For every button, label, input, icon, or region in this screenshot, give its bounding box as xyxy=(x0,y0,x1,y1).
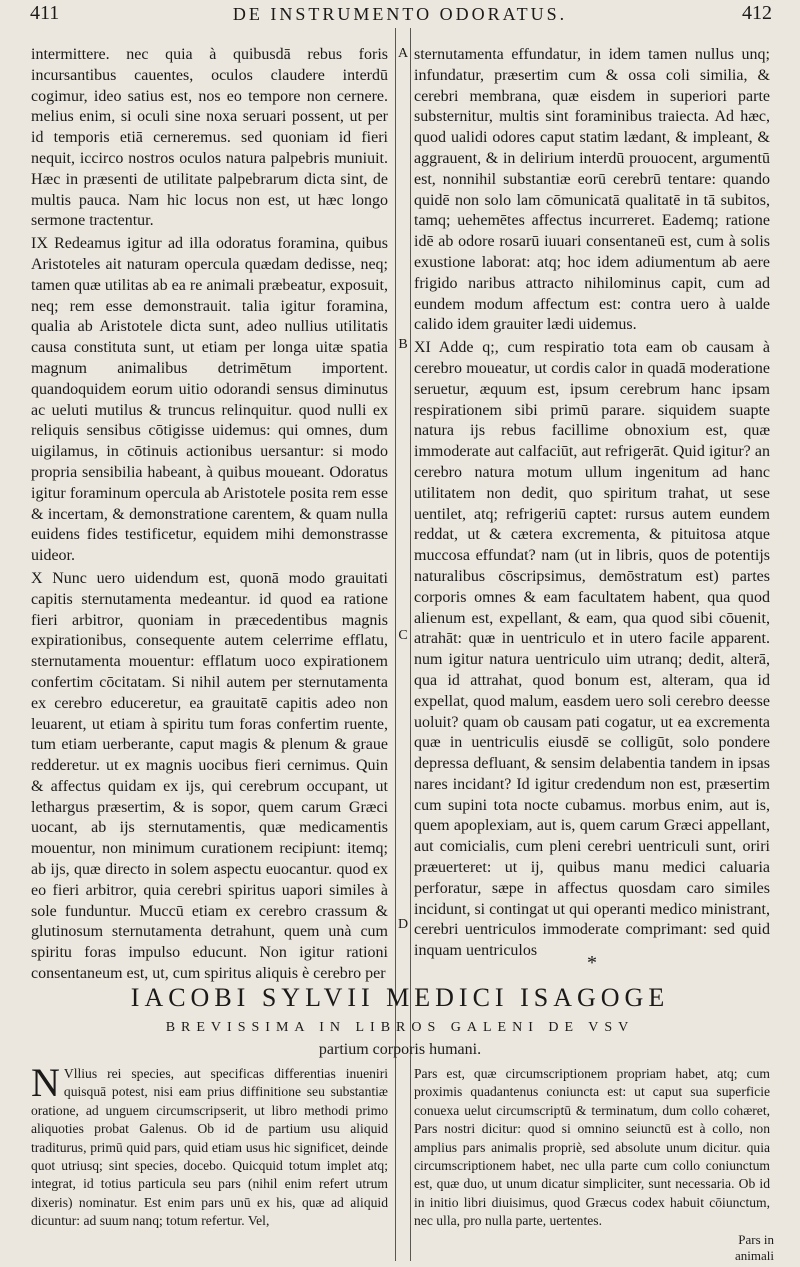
page-header xyxy=(0,2,800,28)
folio-left: 411 xyxy=(30,2,60,24)
folio-right: 412 xyxy=(742,2,772,24)
isagoge-column-left xyxy=(31,1060,388,1257)
text-column-right xyxy=(414,45,770,960)
paragraph-right-xi: XI Adde q;, cum respiratio tota eam ob causam à cerebro moueatur, ut cordis calor in quadā moderatione seruetur, æquum est, ipsum cerebrum hanc ipsam respirationem sibi primū parare. siquidem suapte natura ijs rebus facillime obnoxium est, quæ immoderate aut calfaciūt, aut refrigerāt. Quid igitur? an cerebro natura motum ullum ingenitum ad hanc utilitatem non dedit, quo spiritum trahat, ut sese uentilet, atq; refrigeriū captet: rursus autem eundem reddat, ut & cætera excrementa, & pituitosa atque muccosa effundat? nam (ut in libris, quos de potentijs naturalibus cōscripsimus, demōstratum est) partes corporis omnes & eam facultatem habent, qua quod alienum est, expellant, & eam, qua quod sibi cōuenit, atrahāt: quæ in uentriculo et in utero facile apparent. num igitur natura uentriculo uim utranq; dedit, alterā, qua id attrahat, quod bonum est, alteram, qua id expellat, quod malum, easdem uero soli cerebro deesse uoluit? quam ob causam pati cogatur, ut ea excrementa quæ in uentriculis eiusdē se colligūt, solo pondere depressa defluant, & sensim delabentia tandem in ipsas nares incidant? Id igitur credendum non est, præsertim cum supini tota nocte cubamus. morbus enim, aut is, quem apoplexiam, aut is, quem carum Græci appellant, aut comicialis, cum pleni cerebri uentriculi sunt, oriri præuerteret: ut ij, quibus manu medici caluaria perforatur, sæpe in affectus quosdam caro similes incidunt, si contingat ut qui operanti medico ministrant, cerebri uentriculos immoderate comprimant: sed quid inquam uentriculos xyxy=(414,339,770,960)
column-rule-right xyxy=(410,28,411,1261)
drop-cap: N xyxy=(31,1060,60,1105)
paragraph-left-1: intermittere. nec quia à quibusdā rebus foris incursantibus cauentes, oculos claudere interdū cogimur, ideo satius est, nos eo tempore non cernere. melius enim, si oculi sine noxa seruari possent, ut per id temporis etiā cerneremus. sed quoniam id fieri nequit, iccirco nostros oculos natura palpebris muniuit. Hæc in præsenti de utilitate palpebrarum dicta sint, de multis pauca. Nam hic locus non est, ut hæc longo sermone tractentur. xyxy=(31,46,388,230)
isagoge-column-right xyxy=(414,1065,770,1257)
paragraph-left-x: X Nunc uero uidendum est, quonā modo grauitati capitis sternutamenta medeantur. id quod ea ratione fieri arbitror, quoniam in præcedentibus magnis expirationibus, consequente autem celerrime efflatu, sternutamenta mouentur: efflatum uoco expirationem confertim cōcitatam. Si nihil autem per sternutamenta ex cerebro educeretur, ea grauitatē capitis adeo non leuarent, ut etiam à spiritu tum foras confertim ruente, tum etiam uerberante, caput magis & plenum & graue redderetur. ut ex magnis uocibus fieri cernimus. Quin & affectus quidam ex ijs, qui cerebrum occupant, ut lethargus præsertim, & is sopor, quem carum Græci uocant, ab ijs sternutamentis, quæ medicamentis mouentur, non minimum curationem recipiunt: itemq; ab ijs, quæ directo in solem aspectu euocantur. quod ex eo fieri arbitror, quia cerebri spiritus uapori similes à sole funduntur. Muccū etiam ex cerebro crassum & glutinosum sternutamenta detrahunt, quem unà cum spiritu foras impulso educunt. Non igitur rationi consentaneum est, ut, cum spiritus aliquis è cerebro per xyxy=(31,569,388,983)
margin-letter-d: D xyxy=(397,917,409,932)
paragraph-left-ix: IX Redeamus igitur ad illa odoratus foramina, quibus Aristoteles ait naturam opercula quædam dedisse, neq; tamen quæ utilitas ab ea re animali præbeatur, exposuit, neq; rem esse demonstrauit. talia igitur foramina, qualia ab Aristotele dicta sunt, adeo nullius utilitatis causa constituta sunt, ut etiam per longa uitæ spatia magnum animalibus detrimētum importent. quandoquidem eorum uitio odorandi sensus diminutus ac ueluti mutilus & truncus relinquitur. quod nulli ex reliquis sensibus cōtigisse uidemus: qui omnes, dum uigilamus, in cōtinuis actionibus uersantur: si modo propria sensibilia habeant, à quibus moueant. Odoratus igitur foraminum opercula ab Aristotele posita rem esse & incertam, & demonstratione carentem, & quam nulla euidens fides testificetur, equidem mihi demonstrasse uideor. xyxy=(31,235,388,565)
margin-letter-a: A xyxy=(397,46,409,61)
catchword: Pars in animali xyxy=(735,1232,774,1263)
paragraph-right-1: sternutamenta effundatur, in idem tamen nullus unq; infundatur, præsertim cum & ossa coli similia, & cerebri membrana, quæ eisdem in superiori parte substernitur, multis sint foraminibus traiecta. Ad hæc, quod ualidi odores caput statim lædant, & impleant, & aggrauent, & in delirium interdū prouocent, argumentū est, nonnihil substantiæ eorū cerebrū tentare: quando quidē non solo lam cōmunicatā qualitatē in tā subitos, tamq; uehemētes affectus incurreret. Eademq; ratione idē ab odore rosarū iuuari consentaneū est, cum à solis exustione laborat: atq; hoc idem adiumentum ab aere frigido naribus attracto nihilominus capit, cum ad eundem modum affectum est: contra uero à ualde calido idem grauiter lædi uidemus. xyxy=(414,46,770,334)
section-subtitle: BREVISSIMA IN LIBROS GALENI DE VSV xyxy=(165,1020,635,1035)
isagoge-text-right: Pars est, quæ circumscriptionem propriam habet, atq; cum proximis quadantenus coniuncta est: ut caput sua superficie conuexa uelut circumscriptū & terminatum, dum collo cohæret, Pars nostri dicitur: quod si omnino seiunctū est à collo, non amplius pars animalis propriè, sed absolute unum dicitur. quia circumscriptionem habet, nec ulla parte cum collo coniunctum est, quæ duo, ut unum dicatur simpliciter, sunt necessaria. Ob id in initio libri diuisimus, quod Græcus codex habuit cōiunctum, nec ulla, pro nulla parte, uertentes. xyxy=(414,1066,770,1229)
margin-letter-b: B xyxy=(398,337,408,352)
section-ornament: * xyxy=(587,952,597,974)
isagoge-text-left: Vllius rei species, aut specificas differentias inueniri quisquā potest, nisi eam prius diffinitione seu substantiæ oratione, ad unguem circumscripserit, ut libro methodi primo aliquoties probat Galenus. Ob id de partium usu aliquid traditurus, primū quid pars, quid etiam usus hic significet, deinde quot utriusq; sint species, docebo. Quicquid totum implet atq; integrat, id totius particula seu pars (nihil enim refert utrum dixeris) nominatur. Est enim pars unū ex his, quæ ad aliquid dicuntur: ad suum nanq; totum refertur. Vel, xyxy=(31,1066,388,1229)
text-column-left xyxy=(31,45,388,983)
margin-letter-c: C xyxy=(398,628,408,643)
section-title: IACOBI SYLVII MEDICI ISAGOGE xyxy=(130,983,670,1012)
section-subtitle-2: partium corporis humani. xyxy=(318,1041,482,1058)
running-title: DE INSTRUMENTO ODORATUS. xyxy=(232,4,568,24)
column-rule-left xyxy=(395,28,396,1261)
